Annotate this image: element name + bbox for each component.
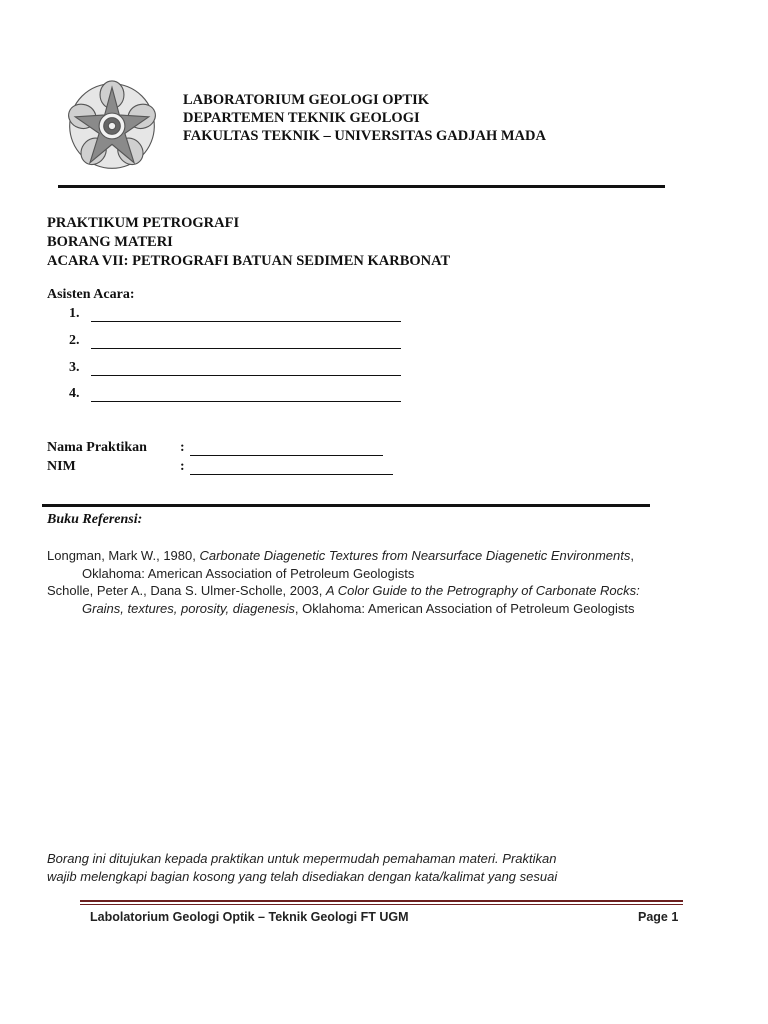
department-name: DEPARTEMEN TEKNIK GEOLOGI (183, 110, 420, 126)
ref1-authors: Longman, Mark W., 1980, (47, 548, 200, 563)
asisten-number: 3. (69, 360, 80, 375)
university-seal-icon (66, 80, 158, 172)
nim-colon: : (180, 459, 185, 474)
faculty-name: FAKULTAS TEKNIK – UNIVERSITAS GADJAH MADA (183, 128, 546, 144)
lab-name: LABORATORIUM GEOLOGI OPTIK (183, 92, 429, 108)
session-title: ACARA VII: PETROGRAFI BATUAN SEDIMEN KARBONAT (47, 253, 451, 269)
ref1-title: Carbonate Diagenetic Textures from Nearsurface Diagenetic Environments (199, 548, 631, 563)
footer-lab-name: Labolatorium Geologi Optik – Teknik Geologi FT UGM (90, 910, 409, 924)
reference-heading: Buku Referensi: (47, 512, 143, 527)
course-title: PRAKTIKUM PETROGRAFI (47, 215, 240, 231)
reference-2 (47, 582, 707, 617)
asisten-number: 2. (69, 333, 80, 348)
asisten-blank-4[interactable] (91, 385, 401, 402)
ref1-comma: , (630, 548, 634, 563)
asisten-number: 1. (69, 306, 80, 321)
instruction-note-line1: Borang ini ditujukan kepada praktikan untuk mepermudah pemahaman materi. Praktikan (47, 851, 557, 866)
nama-colon: : (180, 440, 185, 455)
footer-rule (80, 900, 683, 902)
asisten-blank-2[interactable] (91, 332, 401, 349)
ref2-title: A Color Guide to the Petrography of Carbonate Rocks: (325, 583, 640, 598)
asisten-blank-1[interactable] (91, 305, 401, 322)
page-number: Page 1 (638, 910, 679, 924)
ref2-authors: Scholle, Peter A., Dana S. Ulmer-Scholle, 2003, (47, 583, 326, 598)
ref1-publisher: Oklahoma: American Association of Petroleum Geologists (82, 565, 415, 581)
ref2-subtitle: Grains, textures, porosity, diagenesis (82, 600, 295, 616)
nim-label: NIM (47, 459, 76, 474)
reference-1 (47, 547, 707, 582)
header-divider (58, 185, 665, 188)
nim-blank[interactable] (190, 459, 393, 475)
asisten-number: 4. (69, 386, 80, 401)
footer-rule-thin (80, 904, 683, 905)
nama-label: Nama Praktikan (47, 440, 147, 455)
section-divider (42, 504, 650, 507)
instruction-note-line2: wajib melengkapi bagian kosong yang telah disediakan dengan kata/kalimat yang sesuai (47, 869, 558, 884)
nama-blank[interactable] (190, 440, 383, 456)
ref2-publisher: , Oklahoma: American Association of Petroleum Geologists (294, 600, 635, 616)
form-title: BORANG MATERI (47, 234, 173, 250)
asisten-blank-3[interactable] (91, 359, 401, 376)
asisten-label: Asisten Acara: (47, 287, 135, 302)
